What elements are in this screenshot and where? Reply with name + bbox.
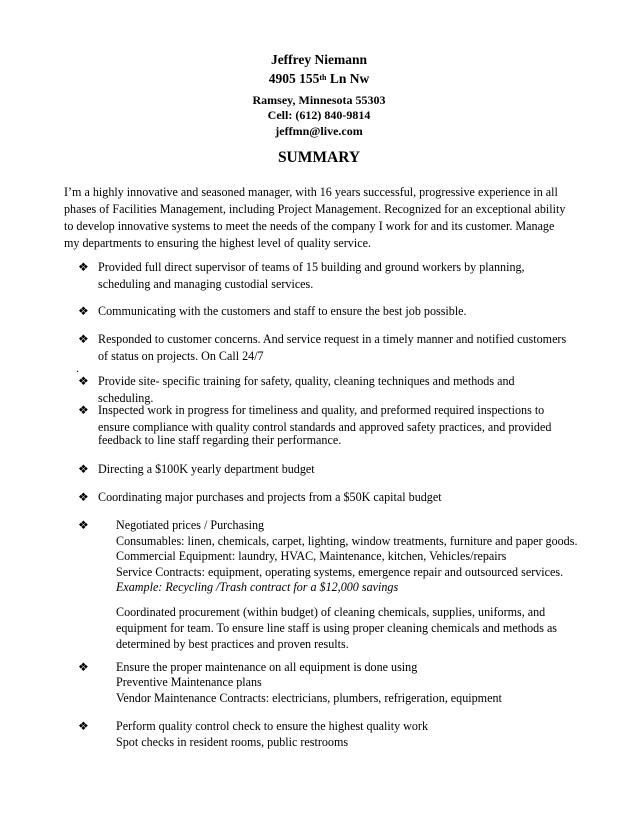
summary-line: to develop innovative systems to meet the needs of the company I work for and its customer. Manage [64,219,555,233]
bullet-line: Vendor Maintenance Contracts: electricians, plumbers, refrigeration, equipment [116,691,502,705]
bullet-line: Negotiated prices / Purchasing [116,518,265,532]
section-title: SUMMARY [277,149,361,166]
diamond-bullet-icon: ❖ [78,374,89,388]
address-suffix: th [319,73,327,82]
address-number: 4905 155 [268,71,320,86]
procurement-line: Coordinated procurement (within budget) of cleaning chemicals, supplies, uniforms, and [116,605,546,619]
bullet-line: Provide site- specific training for safety, quality, cleaning techniques and methods and [98,374,515,388]
bullet-line: Consumables: linen, chemicals, carpet, lighting, window treatments, furniture and paper goods. [116,534,578,548]
bullet-line: Inspected work in progress for timeliness and quality, and preformed required inspections to [98,403,545,417]
email: jeffmn@live.com [275,124,363,138]
bullet-line: Spot checks in resident rooms, public restrooms [116,735,349,749]
procurement-line: equipment for team. To ensure line staff is using proper cleaning chemicals and methods as [116,621,558,635]
bullet-line: Perform quality control check to ensure the highest quality work [116,719,429,733]
bullet-line: feedback to line staff regarding their performance. [98,433,342,447]
bullet-line: scheduling and managing custodial services. [98,277,314,291]
bullet-line: scheduling. [98,391,154,405]
summary-line: my departments to ensuring the highest level of quality service. [64,236,371,250]
diamond-bullet-icon: ❖ [78,518,89,532]
stray-mark: . [76,361,79,375]
bullet-line: of status on projects. On Call 24/7 [98,349,264,363]
candidate-name: Jeffrey Niemann [270,52,368,67]
diamond-bullet-icon: ❖ [78,719,89,733]
address-street: Ln Nw [326,71,370,86]
city-line: Ramsey, Minnesota 55303 [252,93,386,107]
bullet-line: Responded to customer concerns. And service request in a timely manner and notified customers [98,332,567,346]
diamond-bullet-icon: ❖ [78,304,89,318]
diamond-bullet-icon: ❖ [78,462,89,476]
address-line [0,71,638,87]
diamond-bullet-icon: ❖ [78,260,89,274]
example-line: Example: Recycling /Trash contract for a $12,000 savings [116,580,399,594]
diamond-bullet-icon: ❖ [78,332,89,346]
bullet-line: Preventive Maintenance plans [116,675,262,689]
summary-line: I’m a highly innovative and seasoned manager, with 16 years successful, progressive experience in all [64,185,558,199]
bullet-line: Commercial Equipment: laundry, HVAC, Maintenance, kitchen, Vehicles/repairs [116,549,507,563]
procurement-line: determined by best practices and proven results. [116,637,349,651]
bullet-line: Communicating with the customers and staff to ensure the best job possible. [98,304,467,318]
diamond-bullet-icon: ❖ [78,660,89,674]
bullet-line: Ensure the proper maintenance on all equipment is done using [116,660,418,674]
bullet-line: Directing a $100K yearly department budget [98,462,315,476]
cell-phone: Cell: (612) 840-9814 [267,108,371,122]
summary-line: phases of Facilities Management, including Project Management. Recognized for an exceptional ability [64,202,566,216]
bullet-line: Service Contracts: equipment, operating systems, emergence repair and outsourced services. [116,565,564,579]
diamond-bullet-icon: ❖ [78,490,89,504]
bullet-line: Coordinating major purchases and projects from a $50K capital budget [98,490,442,504]
diamond-bullet-icon: ❖ [78,403,89,417]
bullet-line: ensure compliance with quality control standards and approved safety practices, and provided [98,420,552,434]
bullet-line: Provided full direct supervisor of teams of 15 building and ground workers by planning, [98,260,525,274]
